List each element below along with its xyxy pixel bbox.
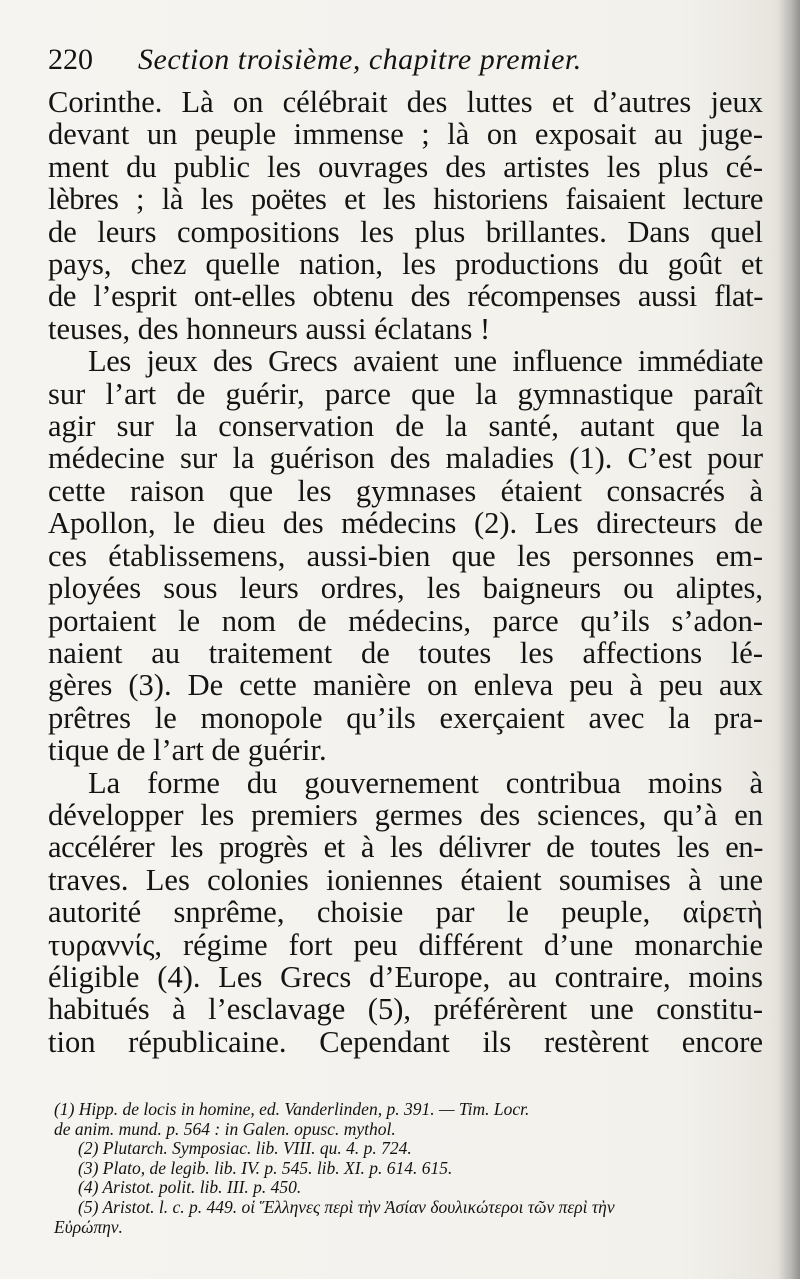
text-line: sur l’art de guérir, parce que la gymnastique paraît xyxy=(48,376,763,411)
text-line: médecine sur la guérison des maladies (1). C’est pour xyxy=(48,441,763,476)
running-title: Section troisième, chapitre premier. xyxy=(138,43,582,76)
text-line: prêtres le monopole qu’ils exerçaient avec la pra- xyxy=(48,700,763,735)
footnote-line: (1) Hipp. de locis in homine, ed. Vanderlinden, p. 391. — Tim. Locr. xyxy=(54,1099,530,1119)
footnote-line: de anim. mund. p. 564 : in Galen. opusc. mythol. xyxy=(54,1118,396,1139)
text-line: Corinthe. Là on célébrait des luttes et d’autres jeux xyxy=(48,85,763,119)
footnotes xyxy=(54,1100,764,1237)
text-line: τυραννίς, régime fort peu différent d’une monarchie xyxy=(48,927,763,962)
footnote-line: (2) Plutarch. Symposiac. lib. VIII. qu. 4. p. 724. xyxy=(78,1138,412,1159)
text-line: développer les premiers germes des sciences, qu’à en xyxy=(48,797,763,832)
text-line: Apollon, le dieu des médecins (2). Les directeurs de xyxy=(48,506,763,541)
text-line: La forme du gouvernement contribua moins à xyxy=(88,765,763,800)
text-line: pays, chez quelle nation, les productions du goût et xyxy=(48,247,763,282)
text-line: de l’esprit ont-elles obtenu des récompenses aussi flat- xyxy=(48,279,763,314)
text-line: accélérer les progrès et à les délivrer de toutes les en- xyxy=(48,830,763,865)
text-line: habitués à l’esclavage (5), préférèrent une constitu- xyxy=(48,992,763,1027)
text-line: cette raison que les gymnases étaient consacrés à xyxy=(48,473,763,508)
page-edge-shadow xyxy=(778,0,800,1279)
text-line: ces établissemens, aussi-bien que les personnes em- xyxy=(48,538,763,573)
text-line: portaient le nom de médecins, parce qu’ils s’adon- xyxy=(48,603,763,638)
main-text xyxy=(48,86,763,1058)
text-line: ployées sous leurs ordres, les baigneurs ou aliptes, xyxy=(48,571,763,606)
text-line: tion républicaine. Cependant ils restèrent encore xyxy=(48,1024,763,1059)
text-line: naient au traitement de toutes les affections lé- xyxy=(48,635,763,670)
text-line: agir sur la conservation de la santé, autant que la xyxy=(48,409,763,444)
footnote-line: (5) Aristot. l. c. p. 449. οἱ Ἕλληνες περὶ τὴν Ἀσίαν δουλικώτεροι τῶν περὶ τὴν xyxy=(78,1196,615,1217)
text-line: traves. Les colonies ioniennes étaient soumises à une xyxy=(48,862,763,897)
footnote-line: (3) Plato, de legib. lib. IV. p. 545. lib. XI. p. 614. 615. xyxy=(78,1157,453,1178)
running-header xyxy=(48,42,768,78)
text-line: autorité snprême, choisie par le peuple, αἱρετὴ xyxy=(48,895,763,930)
text-line: gères (3). De cette manière on enleva peu à peu aux xyxy=(48,668,763,703)
text-line: Les jeux des Grecs avaient une influence immédiate xyxy=(88,344,763,379)
page-number: 220 xyxy=(48,43,93,76)
text-line: éligible (4). Les Grecs d’Europe, au contraire, moins xyxy=(48,959,763,994)
text-line: tique de l’art de guérir. xyxy=(48,733,327,768)
footnote-line: Εὐρώπην. xyxy=(54,1216,123,1237)
text-line: ment du public les ouvrages des artistes les plus cé- xyxy=(48,149,763,184)
text-line: devant un peuple immense ; là on exposait au juge- xyxy=(48,117,763,152)
footnote-line: (4) Aristot. polit. lib. III. p. 450. xyxy=(78,1177,302,1198)
text-line: lèbres ; là les poëtes et les historiens faisaient lecture xyxy=(48,182,763,217)
text-line: teuses, des honneurs aussi éclatans ! xyxy=(48,311,491,346)
text-line: de leurs compositions les plus brillantes. Dans quel xyxy=(48,214,763,249)
